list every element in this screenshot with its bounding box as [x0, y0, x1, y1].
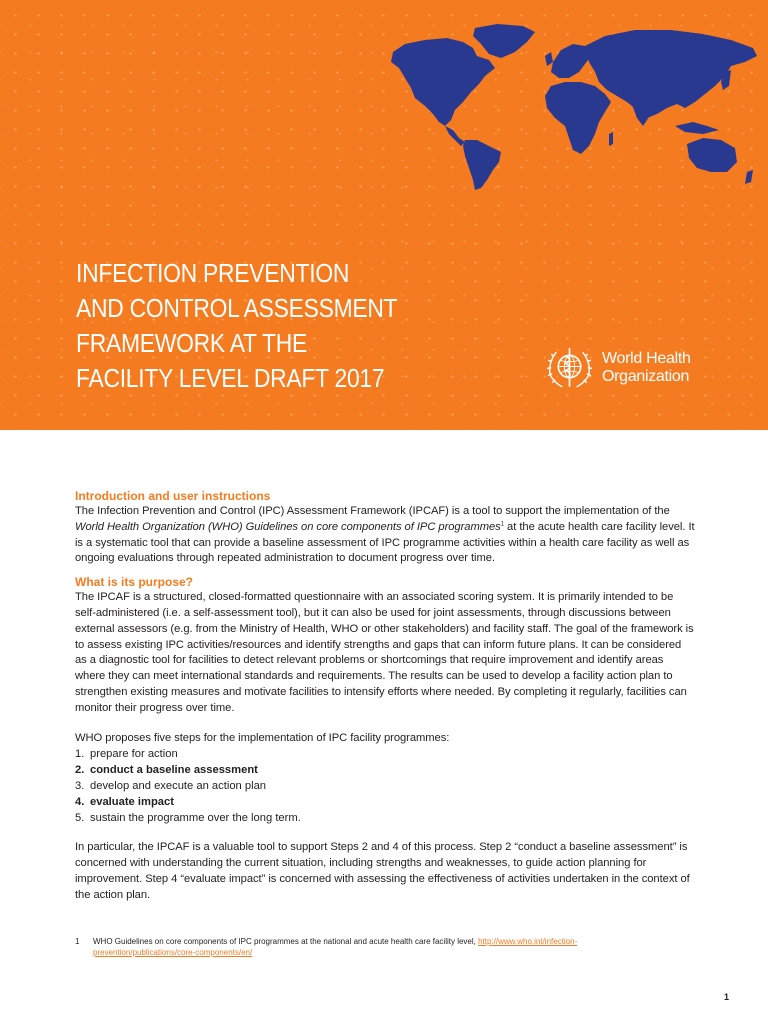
document-title — [76, 256, 410, 396]
title-line: FACILITY LEVEL DRAFT 2017 — [76, 363, 385, 393]
list-item — [75, 810, 695, 826]
step-text: develop and execute an action plan — [90, 780, 267, 793]
org-name-line1: World Health — [602, 349, 691, 367]
title-line: AND CONTROL ASSESSMENT — [76, 293, 398, 323]
step-number: 5. — [75, 812, 85, 825]
intro-heading: Introduction and user instructions — [75, 489, 271, 503]
footnote-number: 1 — [75, 937, 80, 946]
title-line: FRAMEWORK AT THE — [76, 328, 307, 358]
list-item — [75, 778, 695, 794]
step-text: prepare for action — [90, 748, 178, 761]
org-name-line2: Organization — [602, 367, 690, 385]
purpose-paragraph: The IPCAF is a structured, closed-formatted questionnaire with an associated scoring system. It is primarily intended to be self-administered (i.e. a self-assessment tool), but it can also be used for joint assessments, through discussions between external assessors (e.g. from the Ministry of Health, WHO or other stakeholders) and facility staff. The goal of the framework is to assess existing IPC activities/resources and identify strengths and gaps that can inform future plans. It can be considered as a diagnostic tool for facilities to detect relevant problems or shortcomings that require improvement and identify areas where they can meet international standards and requirements. The results can be used to develop a facility action plan to strengthen existing measures and motivate facilities to intensify efforts where needed. By completing it regularly, facilities can monitor their progress over time. — [75, 591, 694, 714]
step-text: conduct a baseline assessment — [90, 764, 258, 777]
list-item — [75, 746, 695, 762]
steps-intro: WHO proposes five steps for the implementation of IPC facility programmes: — [75, 731, 450, 744]
footnote-ref: 1 — [500, 521, 504, 528]
step-number: 4. — [75, 796, 85, 809]
step-number: 1. — [75, 748, 85, 761]
closing-paragraph: In particular, the IPCAF is a valuable tool to support Steps 2 and 4 of this process. Step 2 “conduct a baseline assessment” is concerned with understanding the current situation, including strengths and weaknesses, to guide action planning for improvement. Step 4 “evaluate impact” is concerned with assessing the effectiveness of activities undertaken in the context of the action plan. — [75, 841, 690, 901]
step-text: evaluate impact — [90, 796, 174, 809]
intro-text-end: at the acute health care facility level. It is a systematic tool that can provide a baseline assessment of IPC programme activities within a health care facility as well as ongoing evaluations through repeated administration to document progress over time. — [75, 520, 695, 565]
list-item — [75, 794, 695, 810]
world-map-icon — [385, 22, 765, 192]
intro-text-start: The Infection Prevention and Control (IPC) Assessment Framework (IPCAF) is a tool to support the implementation of the — [75, 505, 670, 517]
footnote-text-wrap — [93, 936, 635, 958]
cover-banner — [0, 0, 768, 430]
step-text: sustain the programme over the long term. — [90, 812, 301, 825]
list-item — [75, 762, 695, 778]
footnote-link[interactable]: http://www.who.int/infection-prevention/publications/core-components/en/ — [93, 937, 578, 957]
footnote-text: WHO Guidelines on core components of IPC programmes at the national and acute health care facility level, — [93, 937, 479, 946]
guidelines-title: World Health Organization (WHO) Guidelines on core components of IPC programmes — [75, 520, 501, 533]
page-number: 1 — [724, 992, 730, 1002]
footnote — [75, 936, 635, 958]
step-number: 3. — [75, 780, 85, 793]
steps-list — [75, 746, 695, 826]
purpose-heading: What is its purpose? — [75, 575, 194, 590]
intro-paragraph — [75, 504, 695, 567]
main-content — [75, 488, 695, 904]
title-line: INFECTION PREVENTION — [76, 258, 350, 288]
who-logo — [544, 342, 691, 393]
who-emblem-icon — [544, 342, 595, 393]
step-number: 2. — [75, 764, 85, 777]
